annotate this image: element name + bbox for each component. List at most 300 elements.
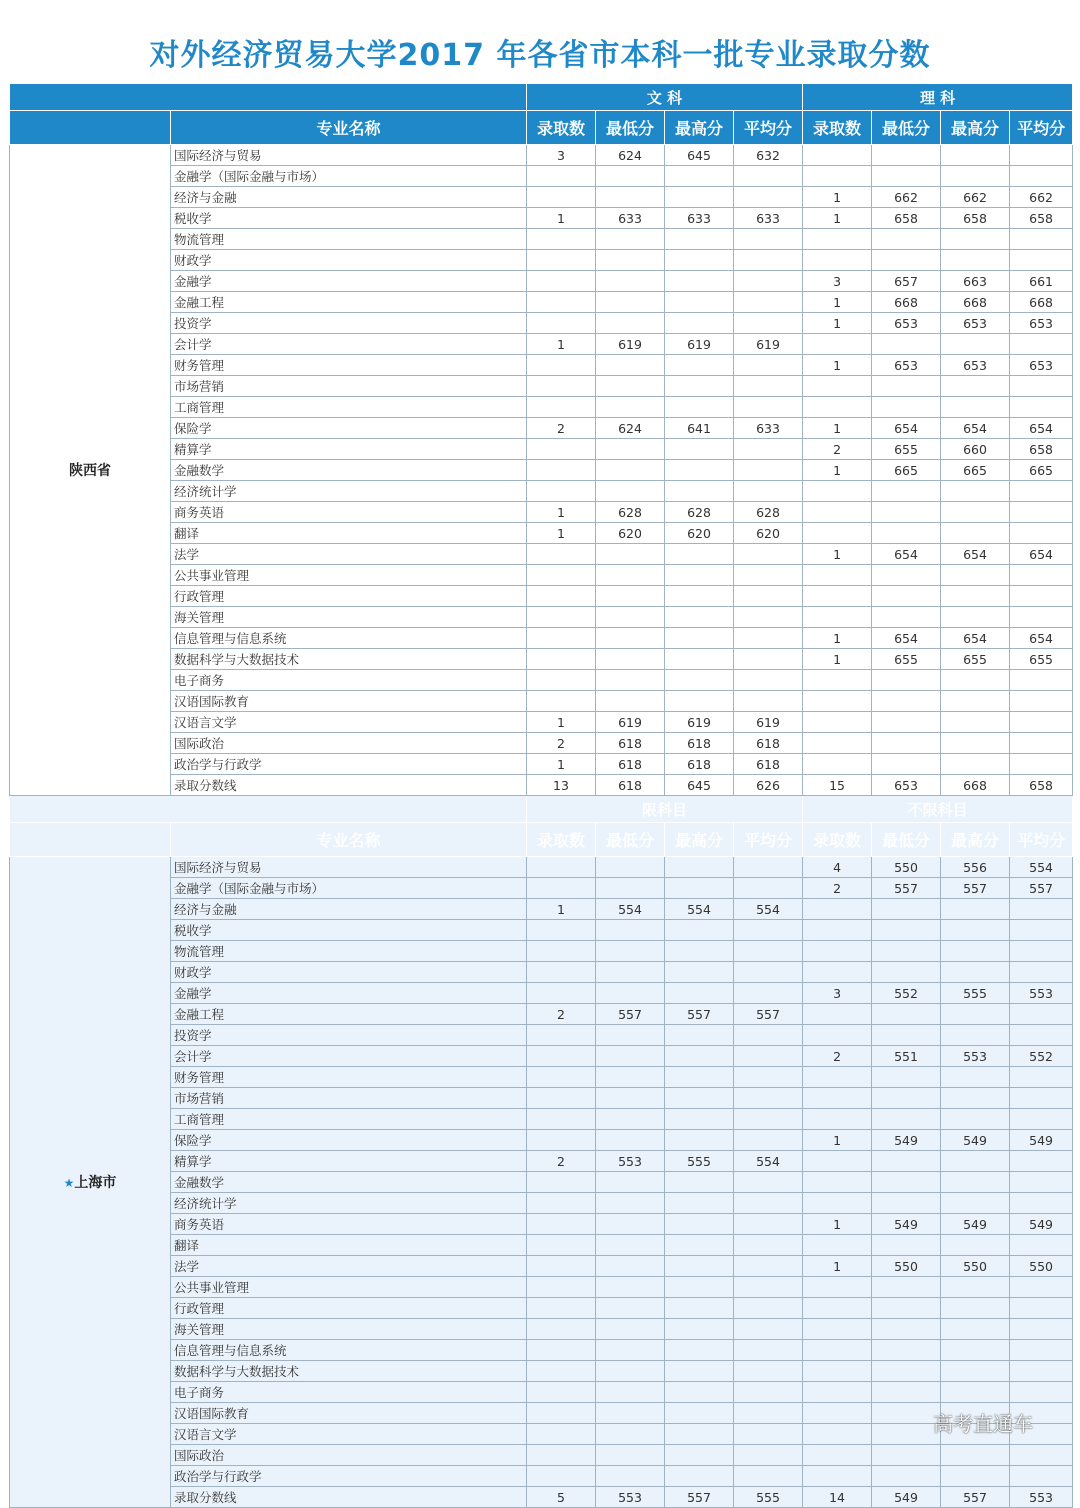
score-cell (596, 586, 665, 607)
score-cell: 653 (1010, 313, 1073, 334)
score-cell (803, 376, 872, 397)
score-cell (872, 712, 941, 733)
score-cell (734, 1193, 803, 1214)
major-name: 金融工程 (171, 1004, 527, 1025)
score-cell (665, 1340, 734, 1361)
score-cell (941, 607, 1010, 628)
score-cell (527, 1088, 596, 1109)
score-cell (596, 1424, 665, 1445)
score-cell: 654 (1010, 418, 1073, 439)
score-cell (941, 1382, 1010, 1403)
score-cell (1010, 941, 1073, 962)
score-cell: 662 (941, 187, 1010, 208)
watermark: 高考直通车 (933, 1412, 1033, 1436)
score-cell: 628 (734, 502, 803, 523)
score-cell: 1 (527, 523, 596, 544)
score-cell (803, 607, 872, 628)
header-blank-cell (10, 84, 527, 111)
score-cell: 3 (803, 271, 872, 292)
score-cell (596, 292, 665, 313)
score-cell: 553 (1010, 983, 1073, 1004)
score-cell (734, 376, 803, 397)
score-cell (665, 229, 734, 250)
score-cell: 557 (665, 1004, 734, 1025)
score-cell (941, 397, 1010, 418)
column-header: 最低分 (872, 823, 941, 857)
score-cell (941, 691, 1010, 712)
major-name: 经济统计学 (171, 481, 527, 502)
score-cell: 654 (872, 628, 941, 649)
score-cell (596, 607, 665, 628)
score-cell: 549 (872, 1214, 941, 1235)
major-name: 经济统计学 (171, 1193, 527, 1214)
score-cell (665, 271, 734, 292)
major-name: 投资学 (171, 313, 527, 334)
score-cell (803, 941, 872, 962)
major-name: 国际经济与贸易 (171, 857, 527, 878)
score-cell: 549 (1010, 1214, 1073, 1235)
score-cell: 654 (872, 544, 941, 565)
major-name: 财务管理 (171, 1067, 527, 1088)
score-cell (596, 397, 665, 418)
score-cell (527, 313, 596, 334)
score-cell (596, 857, 665, 878)
score-cell (596, 481, 665, 502)
score-cell: 553 (941, 1046, 1010, 1067)
star-icon: ★ (63, 1176, 75, 1190)
column-header: 录取数 (803, 823, 872, 857)
score-cell: 556 (941, 857, 1010, 878)
score-cell (527, 962, 596, 983)
score-cell: 633 (596, 208, 665, 229)
score-cell: 668 (1010, 292, 1073, 313)
score-cell (941, 1109, 1010, 1130)
score-cell (734, 941, 803, 962)
score-cell: 658 (872, 208, 941, 229)
score-cell (665, 1067, 734, 1088)
column-header-row (10, 111, 1073, 145)
score-cell: 653 (1010, 355, 1073, 376)
score-cell (527, 1214, 596, 1235)
score-cell (734, 271, 803, 292)
score-cell (941, 565, 1010, 586)
score-cell (596, 691, 665, 712)
score-cell: 653 (872, 355, 941, 376)
score-cell (527, 691, 596, 712)
column-header: 平均分 (1010, 111, 1073, 145)
score-cell (734, 1235, 803, 1256)
score-cell: 658 (1010, 775, 1073, 796)
score-cell: 557 (941, 878, 1010, 899)
score-cell (665, 628, 734, 649)
score-cell (1010, 1298, 1073, 1319)
score-cell: 618 (734, 754, 803, 775)
major-name: 海关管理 (171, 1319, 527, 1340)
score-cell: 5 (527, 1487, 596, 1508)
province-cell (10, 857, 171, 1508)
score-cell (527, 397, 596, 418)
column-header: 平均分 (1010, 823, 1073, 857)
score-cell: 552 (872, 983, 941, 1004)
score-cell (527, 565, 596, 586)
score-cell (665, 983, 734, 1004)
score-cell: 645 (665, 775, 734, 796)
score-cell (941, 1172, 1010, 1193)
score-cell (665, 355, 734, 376)
score-cell: 555 (734, 1487, 803, 1508)
score-cell (596, 1466, 665, 1487)
score-cell (803, 397, 872, 418)
score-cell (527, 1445, 596, 1466)
score-cell (527, 460, 596, 481)
column-header: 专业名称 (171, 823, 527, 857)
score-cell (665, 166, 734, 187)
score-cell (734, 1172, 803, 1193)
score-cell (596, 313, 665, 334)
score-cell: 661 (1010, 271, 1073, 292)
score-cell (803, 586, 872, 607)
score-cell: 665 (941, 460, 1010, 481)
score-cell (527, 586, 596, 607)
score-cell (803, 1088, 872, 1109)
score-cell: 549 (941, 1214, 1010, 1235)
score-cell (803, 1109, 872, 1130)
score-cell: 14 (803, 1487, 872, 1508)
score-cell (1010, 166, 1073, 187)
score-cell (734, 292, 803, 313)
score-cell: 553 (596, 1487, 665, 1508)
score-cell (527, 1298, 596, 1319)
score-cell: 654 (941, 544, 1010, 565)
table-row (10, 857, 1073, 878)
score-cell (1010, 397, 1073, 418)
score-cell (596, 229, 665, 250)
score-cell (872, 1382, 941, 1403)
major-name: 汉语言文学 (171, 1424, 527, 1445)
score-cell (665, 857, 734, 878)
score-cell (872, 166, 941, 187)
score-cell (803, 920, 872, 941)
major-name: 市场营销 (171, 1088, 527, 1109)
score-cell: 620 (665, 523, 734, 544)
score-cell: 550 (941, 1256, 1010, 1277)
score-cell (665, 313, 734, 334)
major-name: 经济与金融 (171, 899, 527, 920)
score-cell: 3 (527, 145, 596, 166)
score-cell (734, 1382, 803, 1403)
score-cell (1010, 334, 1073, 355)
score-cell: 618 (596, 754, 665, 775)
score-cell (803, 565, 872, 586)
score-cell (596, 962, 665, 983)
score-cell: 665 (872, 460, 941, 481)
score-cell (596, 1256, 665, 1277)
column-header: 平均分 (734, 111, 803, 145)
score-cell (872, 962, 941, 983)
score-cell (596, 1235, 665, 1256)
shaanxi-section (10, 84, 1073, 796)
score-cell: 619 (734, 334, 803, 355)
score-cell (665, 1193, 734, 1214)
major-name: 翻译 (171, 523, 527, 544)
score-cell (527, 1319, 596, 1340)
score-cell (527, 628, 596, 649)
major-name: 工商管理 (171, 1109, 527, 1130)
score-cell (941, 166, 1010, 187)
score-cell (665, 920, 734, 941)
score-cell (527, 166, 596, 187)
header-blank-cell (10, 796, 527, 823)
score-cell: 619 (596, 712, 665, 733)
score-cell (734, 313, 803, 334)
score-cell (872, 733, 941, 754)
score-cell: 2 (803, 878, 872, 899)
score-cell: 550 (1010, 1256, 1073, 1277)
score-cell (1010, 1445, 1073, 1466)
score-cell (1010, 250, 1073, 271)
score-cell (527, 376, 596, 397)
score-cell (527, 1193, 596, 1214)
score-cell: 1 (803, 1130, 872, 1151)
major-name: 公共事业管理 (171, 1277, 527, 1298)
score-cell (596, 544, 665, 565)
score-cell (1010, 1151, 1073, 1172)
major-name: 海关管理 (171, 607, 527, 628)
score-cell (734, 1319, 803, 1340)
score-cell (941, 145, 1010, 166)
score-cell: 1 (527, 208, 596, 229)
score-cell: 1 (803, 208, 872, 229)
score-cell: 550 (872, 1256, 941, 1277)
score-cell (527, 439, 596, 460)
score-cell (527, 292, 596, 313)
major-name: 翻译 (171, 1235, 527, 1256)
score-cell: 555 (665, 1151, 734, 1172)
score-cell (872, 586, 941, 607)
score-cell (596, 1319, 665, 1340)
score-cell (527, 1256, 596, 1277)
score-cell (872, 1445, 941, 1466)
score-cell: 554 (734, 1151, 803, 1172)
score-cell (665, 187, 734, 208)
score-cell (527, 920, 596, 941)
major-name: 公共事业管理 (171, 565, 527, 586)
score-cell (941, 523, 1010, 544)
score-cell (527, 229, 596, 250)
score-cell (734, 1466, 803, 1487)
score-cell (665, 1109, 734, 1130)
score-cell (872, 1088, 941, 1109)
score-cell: 620 (596, 523, 665, 544)
score-cell: 655 (1010, 649, 1073, 670)
score-cell: 668 (872, 292, 941, 313)
score-cell (527, 1067, 596, 1088)
score-cell: 653 (872, 775, 941, 796)
score-cell (665, 1361, 734, 1382)
score-cell: 668 (941, 775, 1010, 796)
score-cell (941, 733, 1010, 754)
score-cell (941, 1235, 1010, 1256)
score-cell (527, 250, 596, 271)
score-cell (596, 1298, 665, 1319)
score-cell (527, 1235, 596, 1256)
score-cell (665, 691, 734, 712)
score-cell (872, 941, 941, 962)
score-cell (872, 754, 941, 775)
score-cell (596, 1088, 665, 1109)
major-name: 信息管理与信息系统 (171, 1340, 527, 1361)
score-cell (803, 1025, 872, 1046)
score-cell (734, 670, 803, 691)
score-cell: 654 (941, 628, 1010, 649)
group-header-row (10, 796, 1073, 823)
score-cell (872, 1403, 941, 1424)
score-cell (596, 250, 665, 271)
major-name: 金融工程 (171, 292, 527, 313)
score-cell (803, 962, 872, 983)
score-cell (596, 1046, 665, 1067)
score-cell (941, 712, 1010, 733)
major-name: 保险学 (171, 1130, 527, 1151)
major-name: 财务管理 (171, 355, 527, 376)
score-cell (734, 1298, 803, 1319)
major-name: 金融数学 (171, 460, 527, 481)
score-cell (734, 1025, 803, 1046)
score-cell: 1 (527, 334, 596, 355)
score-cell (665, 565, 734, 586)
header-blank-cell (10, 111, 171, 145)
score-cell (596, 1445, 665, 1466)
score-cell: 1 (803, 313, 872, 334)
score-cell (734, 1130, 803, 1151)
score-cell (941, 502, 1010, 523)
score-cell: 654 (872, 418, 941, 439)
score-cell (803, 229, 872, 250)
score-cell (1010, 1277, 1073, 1298)
score-cell (1010, 962, 1073, 983)
score-cell (1010, 145, 1073, 166)
score-cell (1010, 229, 1073, 250)
score-cell: 4 (803, 857, 872, 878)
major-name: 精算学 (171, 439, 527, 460)
score-cell: 668 (941, 292, 1010, 313)
score-cell (527, 607, 596, 628)
score-cell (734, 460, 803, 481)
score-cell: 618 (734, 733, 803, 754)
score-cell (527, 1466, 596, 1487)
page-title: 对外经济贸易大学2017 年各省市本科一批专业录取分数 (149, 38, 931, 73)
score-cell (872, 920, 941, 941)
score-cell (872, 1004, 941, 1025)
score-cell (665, 1214, 734, 1235)
score-cell (665, 670, 734, 691)
score-cell: 663 (941, 271, 1010, 292)
score-cell: 655 (872, 649, 941, 670)
score-cell (803, 670, 872, 691)
score-cell (803, 1277, 872, 1298)
score-cell: 1 (803, 418, 872, 439)
score-cell: 655 (872, 439, 941, 460)
score-cell (734, 544, 803, 565)
score-cell: 1 (527, 899, 596, 920)
score-cell (803, 733, 872, 754)
score-cell (941, 1319, 1010, 1340)
score-cell (734, 166, 803, 187)
major-name: 国际政治 (171, 733, 527, 754)
major-name: 汉语国际教育 (171, 1403, 527, 1424)
score-cell (734, 920, 803, 941)
score-cell (1010, 1235, 1073, 1256)
score-cell (596, 271, 665, 292)
score-cell (872, 1277, 941, 1298)
score-cell (596, 187, 665, 208)
score-cell (803, 166, 872, 187)
major-name: 金融数学 (171, 1172, 527, 1193)
score-cell: 1 (527, 502, 596, 523)
score-cell (803, 754, 872, 775)
score-cell (803, 691, 872, 712)
group-b-header: 不限科目 (803, 796, 1073, 823)
score-cell (596, 565, 665, 586)
score-cell (734, 607, 803, 628)
score-cell (665, 1298, 734, 1319)
score-cell (941, 920, 1010, 941)
score-cell (803, 1298, 872, 1319)
score-cell (596, 1214, 665, 1235)
major-name: 经济与金融 (171, 187, 527, 208)
score-cell (665, 1046, 734, 1067)
score-cell: 549 (872, 1130, 941, 1151)
score-cell: 662 (1010, 187, 1073, 208)
score-cell (872, 1340, 941, 1361)
score-cell (734, 1277, 803, 1298)
score-cell (1010, 1466, 1073, 1487)
score-cell (596, 628, 665, 649)
score-cell (734, 481, 803, 502)
score-cell (872, 1361, 941, 1382)
score-cell (596, 1067, 665, 1088)
score-cell (734, 439, 803, 460)
score-cell: 554 (1010, 857, 1073, 878)
score-cell (665, 1256, 734, 1277)
major-name: 财政学 (171, 962, 527, 983)
score-cell (803, 1151, 872, 1172)
score-cell: 552 (1010, 1046, 1073, 1067)
score-cell (596, 376, 665, 397)
score-cell (734, 1445, 803, 1466)
major-name: 行政管理 (171, 586, 527, 607)
score-cell (941, 1004, 1010, 1025)
score-cell (734, 229, 803, 250)
column-header-row (10, 823, 1073, 857)
score-cell (527, 1130, 596, 1151)
score-cell (527, 355, 596, 376)
score-cell (803, 1172, 872, 1193)
score-cell: 618 (596, 775, 665, 796)
score-cell: 2 (527, 1004, 596, 1025)
score-cell (803, 523, 872, 544)
score-cell (596, 460, 665, 481)
score-cell (734, 691, 803, 712)
column-header: 录取数 (527, 823, 596, 857)
score-cell (1010, 586, 1073, 607)
score-cell (941, 1298, 1010, 1319)
admission-score-table (9, 83, 1073, 1508)
column-header: 最高分 (941, 111, 1010, 145)
score-cell (665, 1130, 734, 1151)
score-cell: 655 (941, 649, 1010, 670)
score-cell (734, 649, 803, 670)
